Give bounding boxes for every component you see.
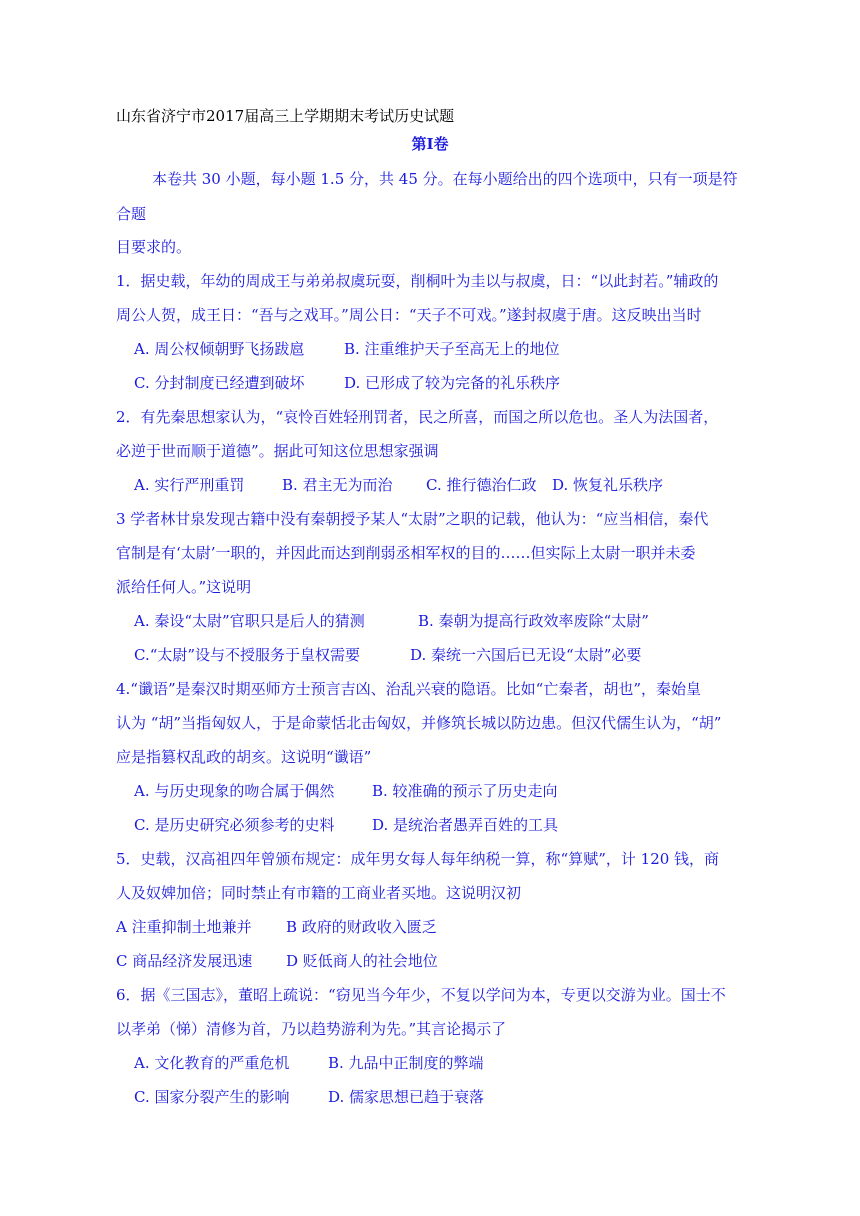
q6-option-b: B. 九品中正制度的弊端	[328, 1054, 484, 1072]
q1-option-d: D. 已形成了较为完备的礼乐秩序	[344, 374, 561, 392]
q2-option-d: D. 恢复礼乐秩序	[552, 476, 664, 494]
q3-option-b: B. 秦朝为提高行政效率废除“太尉”	[418, 612, 649, 630]
q3-option-a: A. 秦设“太尉”官职只是后人的猜测	[134, 612, 365, 630]
q5-option-a: A 注重抑制土地兼并	[116, 918, 252, 936]
q3-line-3: 派给任何人。”这说明	[116, 578, 252, 596]
q5-option-d: D 贬低商人的社会地位	[286, 952, 438, 970]
q1-option-b: B. 注重维护天子至高无上的地位	[344, 340, 560, 358]
q4-option-d: D. 是统治者愚弄百姓的工具	[372, 816, 559, 834]
intro-line-2: 合题	[116, 205, 147, 223]
q6-option-d: D. 儒家思想已趋于衰落	[328, 1088, 485, 1106]
q3-line-2: 官制是有‘太尉’一职的，并因此而达到削弱丞相军权的目的……但实际上太尉一职并未委	[116, 544, 696, 562]
q1-option-c: C. 分封制度已经遭到破坏	[134, 374, 305, 392]
q2-option-c: C. 推行德治仁政	[426, 476, 537, 494]
q3-option-c: C.“太尉”设与不授服务于皇权需要	[134, 646, 361, 664]
q1-line-2: 周公人贺，成王日：“吾与之戏耳。”周公日：“天子不可戏。”遂封叔虞于唐。这反映出当时	[116, 306, 702, 324]
q5-option-c: C 商品经济发展迅速	[116, 952, 253, 970]
q2-option-a: A. 实行严刑重罚	[134, 476, 245, 494]
exam-header: 山东省济宁市2017届高三上学期期末考试历史试题	[116, 107, 455, 125]
q2-line-1: 2．有先秦思想家认为，“哀怜百姓轻刑罚者，民之所喜，而国之所以危也。圣人为法国者，	[116, 408, 719, 426]
q4-option-a: A. 与历史现象的吻合属于偶然	[134, 782, 335, 800]
q5-line-1: 5．史载，汉高祖四年曾颁布规定：成年男女每人每年纳税一算，称“算赋”，计 120 钱，商	[116, 850, 720, 868]
q5-option-b: B 政府的财政收入匮乏	[286, 918, 437, 936]
q4-option-c: C. 是历史研究必须参考的史料	[134, 816, 335, 834]
q6-line-2: 以孝弟（悌）清修为首，乃以趋势游利为先。”其言论揭示了	[116, 1020, 507, 1038]
q2-option-b: B. 君主无为而治	[282, 476, 393, 494]
q5-line-2: 人及奴婢加倍；同时禁止有市籍的工商业者买地。这说明汉初	[116, 884, 522, 902]
q6-line-1: 6．据《三国志》，董昭上疏说：“窃见当今年少，不复以学问为本，专更以交游为业。国士不	[116, 986, 726, 1004]
q4-line-2: 认为 “胡”当指匈奴人，于是命蒙恬北击匈奴，并修筑长城以防边患。但汉代儒生认为，“胡”	[116, 714, 722, 732]
q1-option-a: A. 周公权倾朝野飞扬跋扈	[134, 340, 305, 358]
q2-line-2: 必逆于世而顺于道德”。据此可知这位思想家强调	[116, 442, 439, 460]
q3-line-1: 3 学者林甘泉发现古籍中没有秦朝授予某人“太尉”之职的记载，他认为：“应当相信，秦代	[116, 510, 709, 528]
q6-option-a: A. 文化教育的严重危机	[134, 1054, 290, 1072]
intro-line-3: 目要求的。	[116, 238, 192, 256]
q1-line-1: 1．据史载，年幼的周成王与弟弟叔虞玩耍，削桐叶为圭以与叔虞，日：“以此封若。”辅政的	[116, 272, 719, 290]
q4-line-1: 4.“谶语”是秦汉时期巫师方士预言吉凶、治乱兴衰的隐语。比如“亡秦者，胡也”，秦始皇	[116, 680, 701, 698]
intro-line-1: 本卷共 30 小题，每小题 1.5 分，共 45 分。在每小题给出的四个选项中，只有一项是符	[152, 170, 738, 188]
q4-option-b: B. 较准确的预示了历史走向	[372, 782, 558, 800]
section-title: 第Ⅰ卷	[411, 135, 449, 153]
q3-option-d: D. 秦统一六国后已无设“太尉”必要	[410, 646, 642, 664]
q4-line-3: 应是指篡权乱政的胡亥。这说明“谶语”	[116, 748, 372, 766]
q6-option-c: C. 国家分裂产生的影响	[134, 1088, 290, 1106]
